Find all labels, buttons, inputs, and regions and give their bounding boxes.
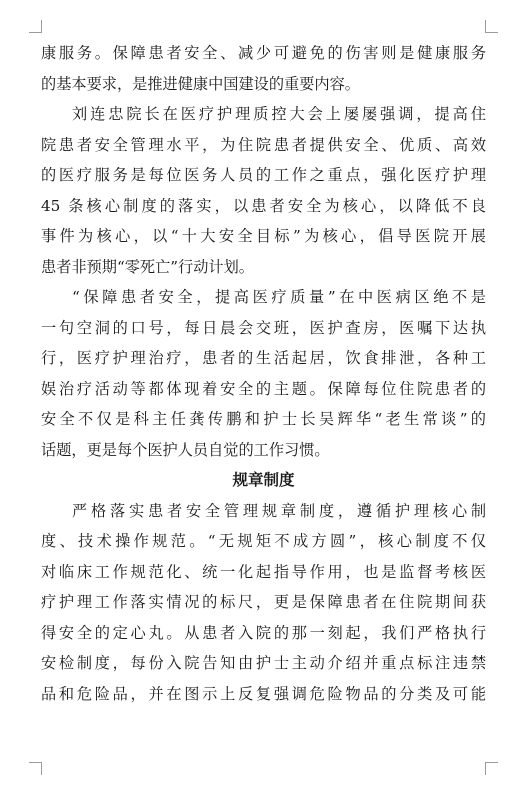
page-corner-mark-top-right [485,20,498,33]
page-corner-mark-bottom-left [29,762,42,775]
document-body [41,38,486,709]
text-line-content: 度、技术操作规范。“无规矩不成方圆”，核心制度不仅 [41,532,486,550]
text-line-content: 一句空洞的口号，每日晨会交班，医护查房，医嘱下达执 [41,318,486,337]
text-line [41,374,486,405]
text-line [41,38,486,69]
text-line-content: 疗护理工作落实情况的标尺，更是保障患者在住院期间获 [41,593,486,611]
text-line [41,618,486,649]
page-corner-mark-bottom-right [485,762,498,775]
text-line [41,496,486,527]
text-line-content: 康服务。保障患者安全、减少可避免的伤害则是健康服务 [41,44,486,62]
text-line [41,404,486,435]
text-line [41,557,486,588]
text-line [41,130,486,161]
text-line [41,160,486,191]
text-line [41,252,486,283]
page-corner-mark-top-left [29,20,42,33]
text-line-content: 的基本要求，是推进健康中国建设的重要内容。 [41,74,360,93]
text-line [41,191,486,222]
text-line-content: 45 条核心制度的落实，以患者安全为核心，以降低不良 [41,196,486,215]
text-line-content: “保障患者安全，提高医疗质量”在中医病区绝不是 [72,288,486,306]
text-line [41,69,486,100]
text-line-content: 行，医疗护理治疗，患者的生活起居，饮食排泄，各种工 [41,349,486,367]
text-line [41,313,486,344]
text-line-content: 得安全的定心丸。从患者入院的那一刻起，我们严格执行 [41,623,486,642]
text-line [41,282,486,313]
text-line-content: 严格落实患者安全管理规章制度，遵循护理核心制 [72,501,486,520]
text-line-content: 对临床工作规范化、统一化起指导作用，也是监督考核医 [41,562,486,581]
text-line [41,221,486,252]
text-line-content: 娱治疗活动等都体现着安全的主题。保障每位住院患者的 [41,379,486,398]
text-line-content: 事件为核心，以“十大安全目标”为核心，倡导医院开展 [41,227,486,245]
text-line [41,587,486,618]
text-line [41,435,486,466]
text-line-content: 话题，更是每个医护人员自觉的工作习惯。 [41,440,330,459]
section-heading: 规章制度 [232,471,295,489]
text-line [41,99,486,130]
text-line-content: 安检制度，每份入院告知由护士主动介绍并重点标注违禁 [41,654,486,672]
text-line-content: 刘连忠院长在医疗护理质控大会上屡屡强调，提高住 [72,105,486,123]
text-line [41,679,486,710]
text-line-content: 安全不仅是科主任龚传鹏和护士长吴辉华“老生常谈”的 [41,410,486,428]
text-line-content: 院患者安全管理水平，为住院患者提供安全、优质、高效 [41,135,486,154]
text-line-content: 品和危险品，并在图示上反复强调危险物品的分类及可能 [41,684,486,703]
text-line [41,343,486,374]
text-line-content: 的医疗服务是每位医务人员的工作之重点，强化医疗护理 [41,166,486,184]
text-line [41,526,486,557]
text-line-content: 患者非预期“零死亡”行动计划。 [41,257,254,276]
text-line [41,648,486,679]
